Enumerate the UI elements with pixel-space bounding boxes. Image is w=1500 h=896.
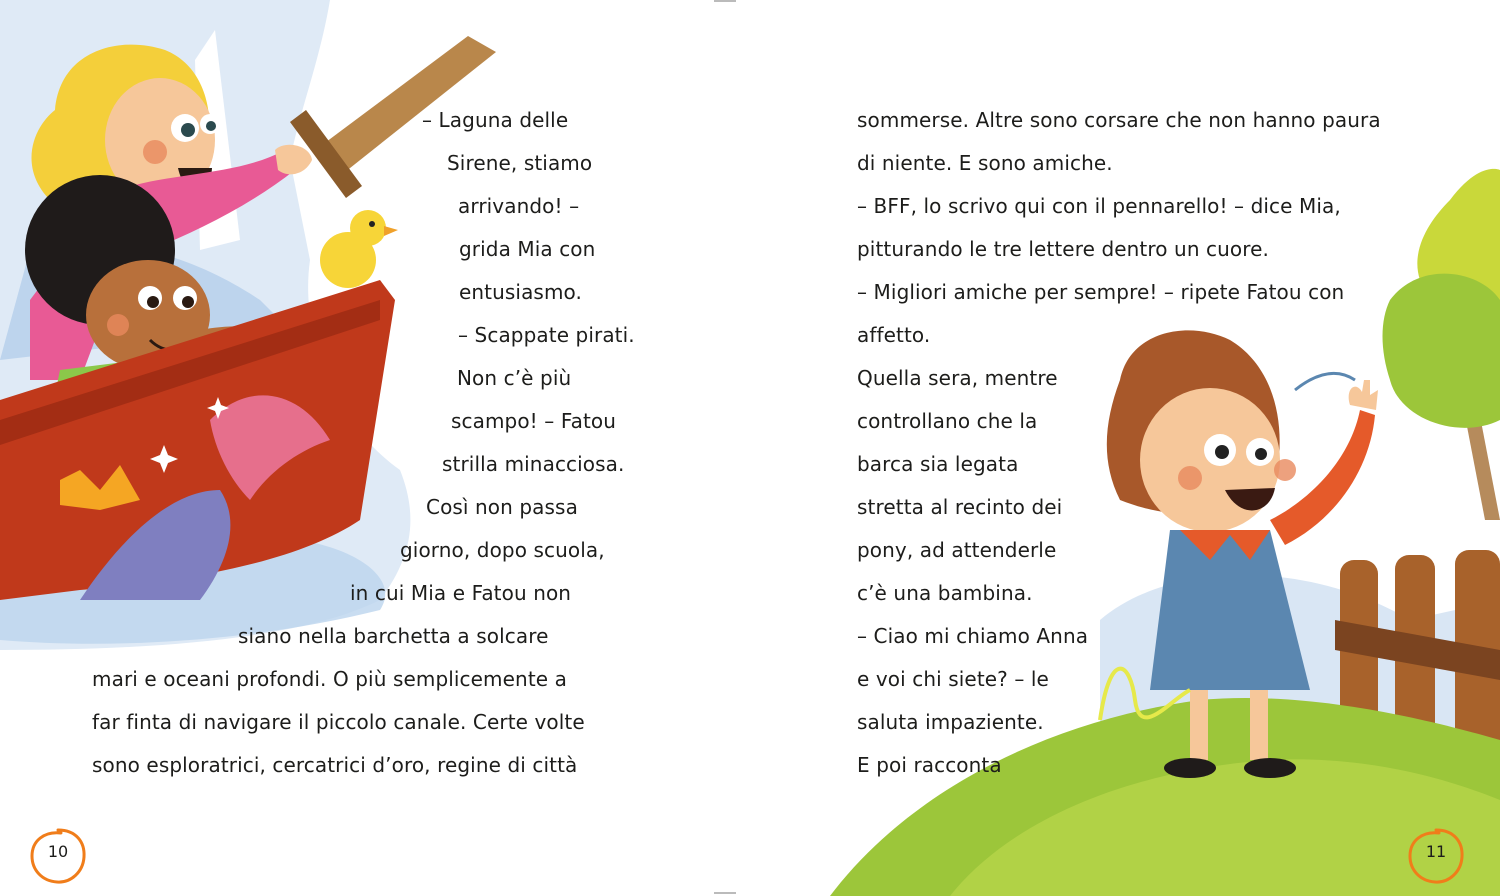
text-line: – Laguna delle xyxy=(422,108,569,132)
text-line: controllano che la xyxy=(857,409,1038,433)
yellow-chick xyxy=(320,210,398,288)
text-line: affetto. xyxy=(857,323,931,347)
right-page xyxy=(750,0,1500,896)
text-line: grida Mia con xyxy=(459,237,596,261)
text-line: far finta di navigare il piccolo canale. Certe volte xyxy=(92,710,585,734)
page-number-text: 10 xyxy=(47,842,69,861)
tree xyxy=(1383,169,1500,520)
text-line: Quella sera, mentre xyxy=(857,366,1058,390)
text-line: – BFF, lo scrivo qui con il pennarello! – dice Mia, xyxy=(857,194,1341,218)
text-line: strilla minacciosa. xyxy=(442,452,625,476)
text-line: Sirene, stiamo xyxy=(447,151,593,175)
text-line: di niente. E sono amiche. xyxy=(857,151,1113,175)
text-line: e voi chi siete? – le xyxy=(857,667,1049,691)
text-line: entusiasmo. xyxy=(459,280,582,304)
gutter-mark-top xyxy=(714,0,736,2)
text-line: Non c’è più xyxy=(457,366,572,390)
text-line: arrivando! – xyxy=(458,194,580,218)
text-line: mari e oceani profondi. O più semplicemente a xyxy=(92,667,567,691)
text-line: – Migliori amiche per sempre! – ripete Fatou con xyxy=(857,280,1345,304)
page-number-right xyxy=(1406,826,1466,886)
text-line: – Scappate pirati. xyxy=(458,323,635,347)
text-line: Così non passa xyxy=(426,495,578,519)
gutter-mark-bottom xyxy=(714,892,736,894)
text-line: stretta al recinto dei xyxy=(857,495,1063,519)
page-number-text: 11 xyxy=(1425,842,1447,861)
text-line: saluta impaziente. xyxy=(857,710,1044,734)
text-line: c’è una bambina. xyxy=(857,581,1033,605)
text-line: E poi racconta xyxy=(857,753,1002,777)
text-line: in cui Mia e Fatou non xyxy=(350,581,572,605)
text-line: sommerse. Altre sono corsare che non hanno paura xyxy=(857,108,1381,132)
text-line: pony, ad attenderle xyxy=(857,538,1057,562)
page-number-left xyxy=(28,826,88,886)
text-line: scampo! – Fatou xyxy=(451,409,616,433)
text-line: – Ciao mi chiamo Anna xyxy=(857,624,1089,648)
text-line: barca sia legata xyxy=(857,452,1019,476)
text-line: giorno, dopo scuola, xyxy=(400,538,605,562)
text-line: siano nella barchetta a solcare xyxy=(238,624,549,648)
text-line: sono esploratrici, cercatrici d’oro, regine di città xyxy=(92,753,578,777)
text-line: pitturando le tre lettere dentro un cuore. xyxy=(857,237,1270,261)
